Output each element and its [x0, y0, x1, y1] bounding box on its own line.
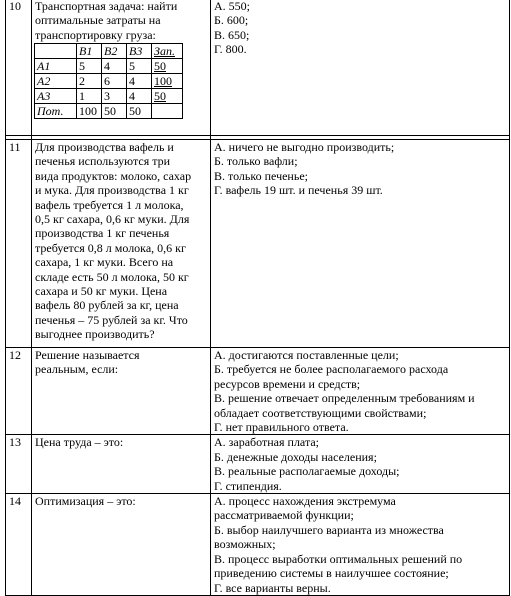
- question-number: 11: [6, 140, 32, 348]
- questions-table: [5, 0, 510, 596]
- transport-header-cell: Зап.: [152, 44, 183, 59]
- transport-row: [35, 89, 183, 104]
- answer-options: [211, 494, 510, 596]
- answer-option: ресурсов времени и средств;: [214, 376, 361, 391]
- question-line: сахара и 50 кг муки. Цена: [35, 284, 168, 299]
- answer-option: Г. 800.: [214, 42, 247, 57]
- transport-cell: 3: [102, 89, 127, 104]
- answer-options: [211, 140, 510, 348]
- transport-cell: 50: [127, 104, 152, 119]
- question-text: [32, 348, 211, 435]
- answer-option: В. только печенье;: [214, 168, 308, 183]
- transport-cell: 5: [127, 59, 152, 74]
- transport-cell: 6: [102, 74, 127, 89]
- transport-cell: A1: [35, 59, 77, 74]
- transport-cell: Пот.: [35, 104, 77, 119]
- transport-cell: A3: [35, 89, 77, 104]
- transport-cell: 4: [127, 89, 152, 104]
- answer-option: приведению системы в наилучшее состояние;: [214, 566, 449, 581]
- transport-row: [35, 59, 183, 74]
- question-line: требуется 0,8 л молока, 0,6 кг: [35, 240, 186, 255]
- question-line: Решение называется: [35, 348, 140, 362]
- answer-option: В. реальные располагаемые доходы;: [214, 464, 400, 479]
- answer-option: возможных;: [214, 537, 276, 552]
- question-text: [32, 0, 211, 136]
- answer-option: А. ничего не выгодно производить;: [214, 140, 395, 154]
- question-number: 13: [6, 435, 32, 494]
- transport-table: [34, 43, 183, 119]
- answer-option: Б. 600;: [214, 13, 249, 28]
- answer-option: рассматриваемой функции;: [214, 508, 354, 523]
- answer-option: В. решение отвечает определенным требованиям и: [214, 391, 475, 406]
- answer-option: Г. стипендия.: [214, 478, 282, 493]
- question-line: транспортировку груза:: [35, 27, 156, 42]
- transport-header-cell: B2: [102, 44, 127, 59]
- question-line: Для производства вафель и: [35, 140, 174, 154]
- transport-cell: 50: [152, 89, 183, 104]
- question-number: 10: [6, 0, 32, 136]
- question-line: печенья – 75 рублей за кг. Что: [35, 312, 188, 327]
- question-text: [32, 140, 211, 348]
- answer-option: Б. только вафли;: [214, 154, 298, 169]
- answer-option: Б. требуется не более располагаемого расхода: [214, 362, 449, 377]
- question-line: 0,5 кг сахара, 0,6 кг муки. Для: [35, 212, 190, 227]
- answer-option: А. достигаются поставленные цели;: [214, 348, 399, 362]
- question-number: 12: [6, 348, 32, 435]
- question-row: [6, 494, 510, 596]
- question-line: сахара, 1 кг муки. Всего на: [35, 255, 174, 270]
- question-row: [6, 0, 510, 136]
- transport-row: [35, 74, 183, 89]
- answer-option: Г. все варианты верны.: [214, 580, 331, 595]
- answer-option: В. процесс выработки оптимальных решений по: [214, 551, 463, 566]
- question-line: вафель 80 рублей за кг, цена: [35, 298, 179, 313]
- transport-cell: 2: [77, 74, 102, 89]
- answer-option: Б. денежные доходы населения;: [214, 449, 377, 464]
- transport-cell: A2: [35, 74, 77, 89]
- transport-cell: 100: [77, 104, 102, 119]
- transport-cell: 4: [127, 74, 152, 89]
- question-text: [32, 435, 211, 494]
- transport-cell: 50: [102, 104, 127, 119]
- question-row: [6, 348, 510, 435]
- answer-options: [211, 348, 510, 435]
- transport-row: [35, 104, 183, 119]
- answer-option: А. заработная плата;: [214, 435, 319, 450]
- answer-option: А. процесс нахождения экстремума: [214, 494, 396, 509]
- transport-header-cell: [35, 44, 77, 59]
- answer-option: А. 550;: [214, 0, 250, 13]
- question-line: Транспортная задача: найти: [35, 0, 178, 13]
- question-line: складе есть 50 л молока, 50 кг: [35, 269, 189, 284]
- answer-option: Г. вафель 19 шт. и печенья 39 шт.: [214, 183, 383, 198]
- question-line: вида продуктов: молоко, сахар: [35, 168, 192, 183]
- question-line: оптимальные затраты на: [35, 13, 161, 28]
- transport-header-cell: B1: [77, 44, 102, 59]
- question-text: [32, 494, 211, 596]
- question-line: и мука. Для производства 1 кг: [35, 183, 189, 198]
- question-document: [5, 0, 510, 596]
- transport-cell: 50: [152, 59, 183, 74]
- question-row: [6, 435, 510, 494]
- answer-option: обладает соответствующими свойствами;: [214, 405, 427, 420]
- transport-cell: 4: [102, 59, 127, 74]
- answer-option: Б. выбор наилучшего варианта из множества: [214, 522, 444, 537]
- answer-option: Г. нет правильного ответа.: [214, 420, 349, 435]
- question-line: печенья используются три: [35, 154, 171, 169]
- answer-options: [211, 435, 510, 494]
- transport-cell: [152, 104, 183, 119]
- question-row: [6, 140, 510, 348]
- transport-cell: 1: [77, 89, 102, 104]
- answer-option: В. 650;: [214, 27, 250, 42]
- question-line: производства 1 кг печенья: [35, 226, 170, 241]
- answer-options: [211, 0, 510, 136]
- transport-header-row: [35, 44, 183, 59]
- question-number: 14: [6, 494, 32, 596]
- question-line: Цена труда – это:: [35, 435, 124, 450]
- transport-cell: 5: [77, 59, 102, 74]
- transport-cell: 100: [152, 74, 183, 89]
- transport-header-cell: B3: [127, 44, 152, 59]
- question-line: вафель требуется 1 л молока,: [35, 197, 184, 212]
- question-line: выгоднее производить?: [35, 327, 155, 342]
- question-line: Оптимизация – это:: [35, 494, 136, 509]
- question-line: реальным, если:: [35, 362, 119, 377]
